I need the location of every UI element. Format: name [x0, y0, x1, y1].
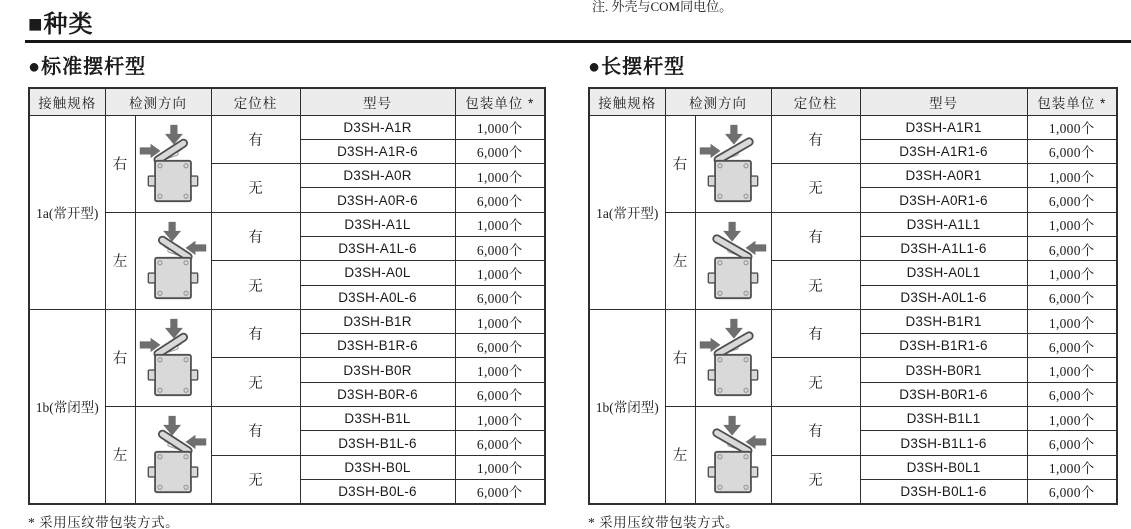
col-header: 包装单位 *: [455, 88, 545, 115]
table-row: [589, 212, 1117, 236]
locating-pin-cell: 无: [771, 261, 860, 310]
direction-cell: 右: [105, 115, 135, 212]
packing-unit-cell: 6,000个: [455, 285, 545, 309]
mount-tab-right: [191, 176, 198, 186]
packing-unit-cell: 1,000个: [455, 261, 545, 285]
packing-unit-cell: 6,000个: [455, 479, 545, 503]
table-footnote: * 采用压纹带包装方式。: [588, 514, 740, 529]
packing-unit-cell: 1,000个: [1027, 261, 1117, 285]
col-header: 定位柱: [211, 88, 300, 115]
locating-pin-cell: 有: [211, 212, 300, 261]
model-cell: D3SH-B0R: [300, 358, 455, 382]
locating-pin-cell: 无: [211, 358, 300, 407]
table-body: [589, 115, 1117, 504]
model-cell: D3SH-B0L1-6: [860, 479, 1027, 503]
packing-unit-cell: 1,000个: [1027, 455, 1117, 479]
locating-pin-cell: 有: [771, 115, 860, 164]
switch-illustration-left-long: [698, 218, 768, 303]
model-cell: D3SH-B0R1: [860, 358, 1027, 382]
switch-drawing-cell: [695, 212, 771, 309]
model-cell: D3SH-A1L-6: [300, 236, 455, 260]
packing-unit-cell: 6,000个: [455, 431, 545, 455]
table-header-row: [589, 88, 1117, 115]
press-down-arrow-icon: [723, 222, 741, 242]
packing-unit-cell: 6,000个: [1027, 236, 1117, 260]
mount-tab-left: [191, 273, 198, 283]
model-cell: D3SH-A0L-6: [300, 285, 455, 309]
model-cell: D3SH-A0R1: [860, 164, 1027, 188]
switch-drawing-cell: [695, 407, 771, 504]
long-lever-table: [588, 87, 1118, 505]
packing-unit-cell: 1,000个: [1027, 358, 1117, 382]
locating-pin-cell: 有: [211, 115, 300, 164]
mount-tab-left: [708, 176, 715, 186]
section-title-long: ●长摆杆型: [588, 56, 686, 78]
packing-unit-cell: 1,000个: [455, 455, 545, 479]
mount-tab-right: [148, 467, 155, 477]
model-cell: D3SH-A1R-6: [300, 139, 455, 163]
standard-lever-section: [28, 54, 546, 529]
table-row: [589, 407, 1117, 431]
packing-unit-cell: 1,000个: [455, 358, 545, 382]
mount-tab-right: [751, 176, 758, 186]
locating-pin-cell: 无: [771, 358, 860, 407]
section-rule: [25, 40, 1131, 43]
table-row: [29, 212, 545, 236]
model-cell: D3SH-A0R-6: [300, 188, 455, 212]
packing-unit-cell: 6,000个: [1027, 382, 1117, 406]
packing-unit-cell: 6,000个: [455, 382, 545, 406]
model-cell: D3SH-B1L: [300, 407, 455, 431]
locating-pin-cell: 有: [211, 309, 300, 358]
model-cell: D3SH-A1R1-6: [860, 139, 1027, 163]
packing-unit-cell: 6,000个: [455, 139, 545, 163]
packing-unit-cell: 6,000个: [1027, 285, 1117, 309]
packing-unit-cell: 6,000个: [455, 188, 545, 212]
table-row: [589, 115, 1117, 139]
model-cell: D3SH-B1L1-6: [860, 431, 1027, 455]
direction-cell: 右: [665, 115, 695, 212]
model-cell: D3SH-A0R: [300, 164, 455, 188]
col-header: 型号: [860, 88, 1027, 115]
mount-tab-left: [751, 273, 758, 283]
model-cell: D3SH-A0L1: [860, 261, 1027, 285]
packing-unit-cell: 6,000个: [1027, 139, 1117, 163]
mount-tab-right: [191, 371, 198, 381]
press-down-arrow-icon: [725, 319, 743, 339]
packing-unit-cell: 6,000个: [455, 334, 545, 358]
locating-pin-cell: 有: [771, 212, 860, 261]
packing-unit-cell: 1,000个: [1027, 309, 1117, 333]
col-header: 定位柱: [771, 88, 860, 115]
locating-pin-cell: 无: [771, 455, 860, 504]
model-cell: D3SH-B1R1: [860, 309, 1027, 333]
model-cell: D3SH-A1R1: [860, 115, 1027, 139]
direction-cell: 右: [665, 309, 695, 406]
switch-illustration-left-long: [698, 412, 768, 497]
contact-type-cell: 1a(常开型): [589, 115, 665, 309]
press-down-arrow-icon: [725, 125, 743, 145]
table-row: [589, 309, 1117, 333]
packing-unit-cell: 6,000个: [1027, 431, 1117, 455]
packing-unit-cell: 1,000个: [1027, 212, 1117, 236]
model-cell: D3SH-B1L-6: [300, 431, 455, 455]
mount-tab-right: [708, 467, 715, 477]
col-header: 型号: [300, 88, 455, 115]
col-header: 检测方向: [665, 88, 771, 115]
model-cell: D3SH-A1L1-6: [860, 236, 1027, 260]
mount-tab-left: [191, 467, 198, 477]
switch-drawing-cell: [135, 407, 211, 504]
model-cell: D3SH-A1L: [300, 212, 455, 236]
model-cell: D3SH-B1R-6: [300, 334, 455, 358]
top-note: 注. 外壳与COM同电位。: [592, 0, 733, 14]
packing-unit-cell: 1,000个: [1027, 115, 1117, 139]
section-title-standard: ●标准摆杆型: [28, 56, 147, 78]
locating-pin-cell: 有: [211, 407, 300, 456]
packing-unit-cell: 6,000个: [1027, 479, 1117, 503]
model-cell: D3SH-B0R-6: [300, 382, 455, 406]
mount-tab-right: [751, 371, 758, 381]
switch-drawing-cell: [135, 212, 211, 309]
direction-cell: 左: [665, 212, 695, 309]
packing-unit-cell: 6,000个: [455, 236, 545, 260]
locating-pin-cell: 有: [771, 309, 860, 358]
model-cell: D3SH-A0L: [300, 261, 455, 285]
mount-tab-left: [148, 371, 155, 381]
col-header: 接触规格: [29, 88, 105, 115]
direction-cell: 左: [105, 212, 135, 309]
model-cell: D3SH-B1L1: [860, 407, 1027, 431]
packing-unit-cell: 1,000个: [1027, 407, 1117, 431]
switch-illustration-left: [138, 412, 208, 497]
table-row: [29, 407, 545, 431]
packing-unit-cell: 1,000个: [1027, 164, 1117, 188]
packing-unit-cell: 1,000个: [455, 212, 545, 236]
switch-illustration-right-long: [698, 315, 768, 400]
switch-drawing-cell: [695, 309, 771, 406]
mount-tab-left: [751, 467, 758, 477]
table-body: [29, 115, 545, 504]
direction-cell: 右: [105, 309, 135, 406]
switch-illustration-right-long: [698, 121, 768, 206]
long-lever-section: [588, 54, 1118, 529]
locating-pin-cell: 无: [211, 455, 300, 504]
model-cell: D3SH-B1R1-6: [860, 334, 1027, 358]
mount-tab-left: [148, 176, 155, 186]
model-cell: D3SH-B1R: [300, 309, 455, 333]
model-cell: D3SH-B0R1-6: [860, 382, 1027, 406]
switch-illustration-right: [138, 121, 208, 206]
model-cell: D3SH-B0L1: [860, 455, 1027, 479]
table-row: [29, 115, 545, 139]
direction-cell: 左: [665, 407, 695, 504]
table-footnote: * 采用压纹带包装方式。: [28, 514, 180, 529]
col-header: 检测方向: [105, 88, 211, 115]
locating-pin-cell: 无: [211, 164, 300, 213]
mount-tab-right: [148, 273, 155, 283]
locating-pin-cell: 无: [771, 164, 860, 213]
switch-drawing-cell: [135, 309, 211, 406]
packing-unit-cell: 1,000个: [455, 407, 545, 431]
col-header: 接触规格: [589, 88, 665, 115]
locating-pin-cell: 无: [211, 261, 300, 310]
direction-cell: 左: [105, 407, 135, 504]
contact-type-cell: 1b(常闭型): [589, 309, 665, 503]
packing-unit-cell: 1,000个: [455, 164, 545, 188]
switch-illustration-right: [138, 315, 208, 400]
model-cell: D3SH-A0L1-6: [860, 285, 1027, 309]
standard-lever-table: [28, 87, 546, 505]
packing-unit-cell: 1,000个: [455, 115, 545, 139]
col-header: 包装单位 *: [1027, 88, 1117, 115]
mount-tab-right: [708, 273, 715, 283]
packing-unit-cell: 6,000个: [1027, 188, 1117, 212]
model-cell: D3SH-A1R: [300, 115, 455, 139]
table-header-row: [29, 88, 545, 115]
table-row: [29, 309, 545, 333]
contact-type-cell: 1a(常开型): [29, 115, 105, 309]
switch-drawing-cell: [695, 115, 771, 212]
contact-type-cell: 1b(常闭型): [29, 309, 105, 503]
press-down-arrow-icon: [723, 416, 741, 436]
packing-unit-cell: 6,000个: [1027, 334, 1117, 358]
model-cell: D3SH-A0R1-6: [860, 188, 1027, 212]
packing-unit-cell: 1,000个: [455, 309, 545, 333]
model-cell: D3SH-A1L1: [860, 212, 1027, 236]
locating-pin-cell: 有: [771, 407, 860, 456]
page-title: ■种类: [28, 11, 94, 38]
switch-drawing-cell: [135, 115, 211, 212]
model-cell: D3SH-B0L-6: [300, 479, 455, 503]
model-cell: D3SH-B0L: [300, 455, 455, 479]
mount-tab-left: [708, 371, 715, 381]
switch-illustration-left: [138, 218, 208, 303]
